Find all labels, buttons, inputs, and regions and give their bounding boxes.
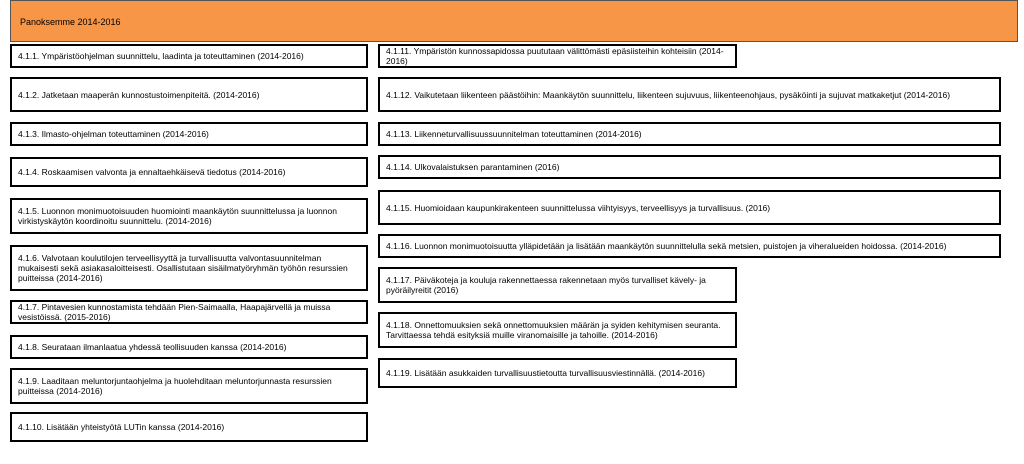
action-text: 4.1.13. Liikenneturvallisuussuunnitelman toteuttaminen (2014-2016) bbox=[386, 129, 642, 139]
action-text: 4.1.15. Huomioidaan kaupunkirakenteen suunnittelussa viihtyisyys, terveellisyys ja turvallisuus. (2016) bbox=[386, 202, 771, 213]
action-text: 4.1.19. Lisätään asukkaiden turvallisuustietoutta turvallisuusviestinnällä. (2014-2016) bbox=[386, 368, 705, 378]
header-bar bbox=[10, 0, 1018, 42]
action-text: 4.1.12. Vaikutetaan liikenteen päästöihin: Maankäytön suunnittelu, liikenteen sujuvuus, liikenteenohjaus, pysäköinti ja sujuvat matkaketjut (2014-2016) bbox=[386, 89, 951, 100]
action-text: 4.1.8. Seurataan ilmanlaatua yhdessä teollisuuden kanssa (2014-2016) bbox=[18, 342, 287, 352]
action-box-4-1-7 bbox=[10, 300, 368, 324]
action-box-4-1-18 bbox=[378, 312, 737, 348]
action-box-4-1-5 bbox=[10, 198, 368, 234]
action-box-4-1-11 bbox=[378, 44, 737, 68]
action-box-4-1-13 bbox=[378, 122, 1001, 146]
action-box-4-1-4 bbox=[10, 157, 368, 187]
action-text: 4.1.17. Päiväkoteja ja kouluja rakennettaessa rakennetaan myös turvalliset kävely- ja pyöräilyreitit (2016) bbox=[386, 275, 706, 295]
action-box-4-1-15 bbox=[378, 190, 1001, 225]
action-box-4-1-8 bbox=[10, 335, 368, 359]
action-text: 4.1.14. Ulkovalaistuksen parantaminen (2016) bbox=[386, 162, 560, 172]
action-box-4-1-16 bbox=[378, 234, 1001, 258]
action-text: 4.1.6. Valvotaan koulutilojen terveellisyyttä ja turvallisuutta valvontasuunnitelman mukaisesti sekä asiakasaloitteisesti. Osallistutaan sisäilmatyöryhmän työhön resurssien puitteissa (2014-2016) bbox=[18, 253, 348, 283]
action-box-4-1-1 bbox=[10, 44, 368, 68]
action-box-4-1-14 bbox=[378, 155, 1001, 179]
action-text: 4.1.11. Ympäristön kunnossapidossa puututaan välittömästi epäsiisteihin kohteisiin (2014-2016) bbox=[386, 46, 724, 66]
action-text: 4.1.18. Onnettomuuksien sekä onnettomuuksien määrän ja syiden kehitymisen seuranta. Tarvittaessa tehdä esityksiä muille viranomaisille ja tahoille. (2014-2016) bbox=[386, 320, 721, 340]
action-text: 4.1.4. Roskaamisen valvonta ja ennaltaehkäisevä tiedotus (2014-2016) bbox=[18, 167, 286, 177]
action-text: 4.1.1. Ympäristöohjelman suunnittelu, laadinta ja toteuttaminen (2014-2016) bbox=[18, 51, 304, 61]
action-box-4-1-10 bbox=[10, 412, 368, 442]
action-text: 4.1.16. Luonnon monimuotoisuutta ylläpidetään ja lisätään maankäytön suunnittelulla sekä metsien, puistojen ja viheralueiden hoidossa. (2014-2016) bbox=[386, 241, 947, 251]
action-text: 4.1.2. Jatketaan maaperän kunnostustoimenpiteitä. (2014-2016) bbox=[18, 89, 260, 100]
action-box-4-1-9 bbox=[10, 368, 368, 404]
action-text: 4.1.10. Lisätään yhteistyötä LUTin kanssa (2014-2016) bbox=[18, 422, 225, 432]
action-text: 4.1.3. Ilmasto-ohjelman toteuttaminen (2014-2016) bbox=[18, 129, 209, 139]
action-box-4-1-2 bbox=[10, 77, 368, 112]
action-box-4-1-17 bbox=[378, 267, 737, 303]
action-text: 4.1.9. Laaditaan meluntorjuntaohjelma ja huolehditaan meluntorjunnasta resurssien puitteissa (2014-2016) bbox=[18, 376, 332, 396]
action-box-4-1-6 bbox=[10, 245, 368, 291]
action-text: 4.1.7. Pintavesien kunnostamista tehdään Pien-Saimaalla, Haapajärvellä ja muissa vesistöissä. (2015-2016) bbox=[18, 302, 331, 322]
header-title: Panoksemme 2014-2016 bbox=[20, 17, 121, 27]
action-box-4-1-12 bbox=[378, 77, 1001, 112]
action-text: 4.1.5. Luonnon monimuotoisuuden huomiointi maankäytön suunnittelussa ja luonnon virkistyskäytön koordinoitu suunnittelu. (2014-2016) bbox=[18, 206, 337, 226]
action-box-4-1-19 bbox=[378, 358, 737, 388]
action-box-4-1-3 bbox=[10, 122, 368, 146]
